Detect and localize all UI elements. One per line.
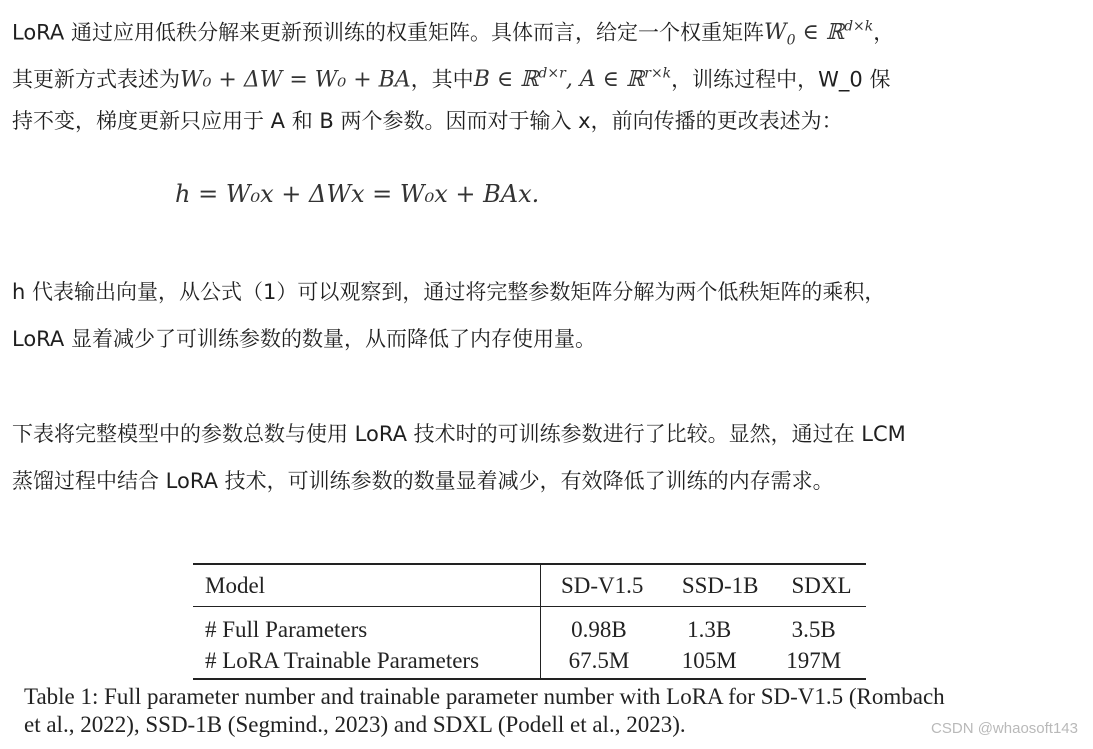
math-sup: d×k bbox=[844, 19, 874, 35]
table-header-cell: SSD-1B bbox=[681, 572, 759, 598]
math-sup: d×r bbox=[538, 66, 566, 82]
table-cell: 3.5B bbox=[791, 617, 836, 642]
table-cell: 1.3B bbox=[687, 617, 732, 642]
paragraph-line: 蒸馏过程中结合 LoRA 技术，可训练参数的数量显着减少，有效降低了训练的内存需求。 bbox=[12, 469, 834, 493]
math-b-dim bbox=[474, 67, 671, 92]
table-cell: # Full Parameters bbox=[193, 607, 541, 647]
table-cell: # LoRA Trainable Parameters bbox=[193, 647, 541, 678]
table-cell: 0.98B bbox=[571, 617, 627, 642]
math-part: B ∈ ℝ bbox=[473, 67, 539, 93]
math-update-rule: W₀ + ΔW = W₀ + BA bbox=[180, 67, 411, 93]
caption-line: et al., 2022), SSD-1B (Segmind., 2023) and SDXL (Podell et al., 2023). bbox=[24, 712, 686, 737]
forward-equation: h = W₀x + ΔWx = W₀x + BAx. bbox=[175, 180, 540, 208]
text-span: ， bbox=[873, 20, 895, 45]
text-span: ，其中 bbox=[410, 67, 474, 92]
table-cell: 197M bbox=[786, 648, 842, 673]
table-row bbox=[193, 647, 866, 678]
table-bottom-rule bbox=[193, 678, 866, 680]
text-span: ，训练过程中，W_0 保 bbox=[671, 67, 891, 92]
table-header-cell: SDXL bbox=[791, 572, 852, 598]
paragraph-line: LoRA 显着减少了可训练参数的数量，从而降低了内存使用量。 bbox=[12, 327, 596, 351]
math-sub: 0 bbox=[786, 32, 796, 49]
math-part: W bbox=[763, 20, 787, 46]
paragraph-line bbox=[12, 51, 1087, 98]
table-cell: 67.5M bbox=[568, 648, 630, 673]
table-grid bbox=[193, 565, 866, 606]
caption-line: Table 1: Full parameter number and trainable parameter number with LoRA for SD-V1.5 (Rombach bbox=[24, 684, 945, 709]
math-weight-matrix bbox=[763, 19, 874, 49]
paragraph-line: 下表将完整模型中的参数总数与使用 LoRA 技术时的可训练参数进行了比较。显然，通过在 LCM bbox=[12, 422, 906, 446]
math-part: , A ∈ ℝ bbox=[565, 67, 645, 93]
parameter-table bbox=[193, 563, 866, 680]
paragraph-line: 持不变，梯度更新只应用于 A 和 B 两个参数。因而对于输入 x，前向传播的更改表述为： bbox=[12, 109, 843, 133]
paragraph-line bbox=[12, 4, 1087, 51]
math-part: ∈ ℝ bbox=[795, 20, 845, 46]
table-cell: 105M bbox=[681, 648, 737, 673]
text-span: LoRA 通过应用低秩分解来更新预训练的权重矩阵。具体而言，给定一个权重矩阵 bbox=[12, 20, 764, 45]
paragraph-table-intro bbox=[12, 411, 1087, 505]
csdn-watermark: CSDN @whaosoft143 bbox=[931, 720, 1078, 737]
paragraph-output-vector bbox=[12, 269, 1087, 363]
math-sup: r×k bbox=[644, 66, 672, 82]
table-body bbox=[193, 607, 866, 678]
paragraph-line: h 代表输出向量，从公式（1）可以观察到，通过将完整参数矩阵分解为两个低秩矩阵的乘积， bbox=[12, 280, 886, 304]
table-header-row bbox=[193, 565, 866, 606]
text-span: 其更新方式表述为 bbox=[12, 67, 180, 92]
paragraph-lora-intro bbox=[12, 4, 1087, 145]
table-caption bbox=[24, 683, 1074, 739]
table-row bbox=[193, 607, 866, 647]
table-header-cell: SD-V1.5 bbox=[560, 572, 644, 598]
table-header-cell: Model bbox=[193, 565, 541, 606]
